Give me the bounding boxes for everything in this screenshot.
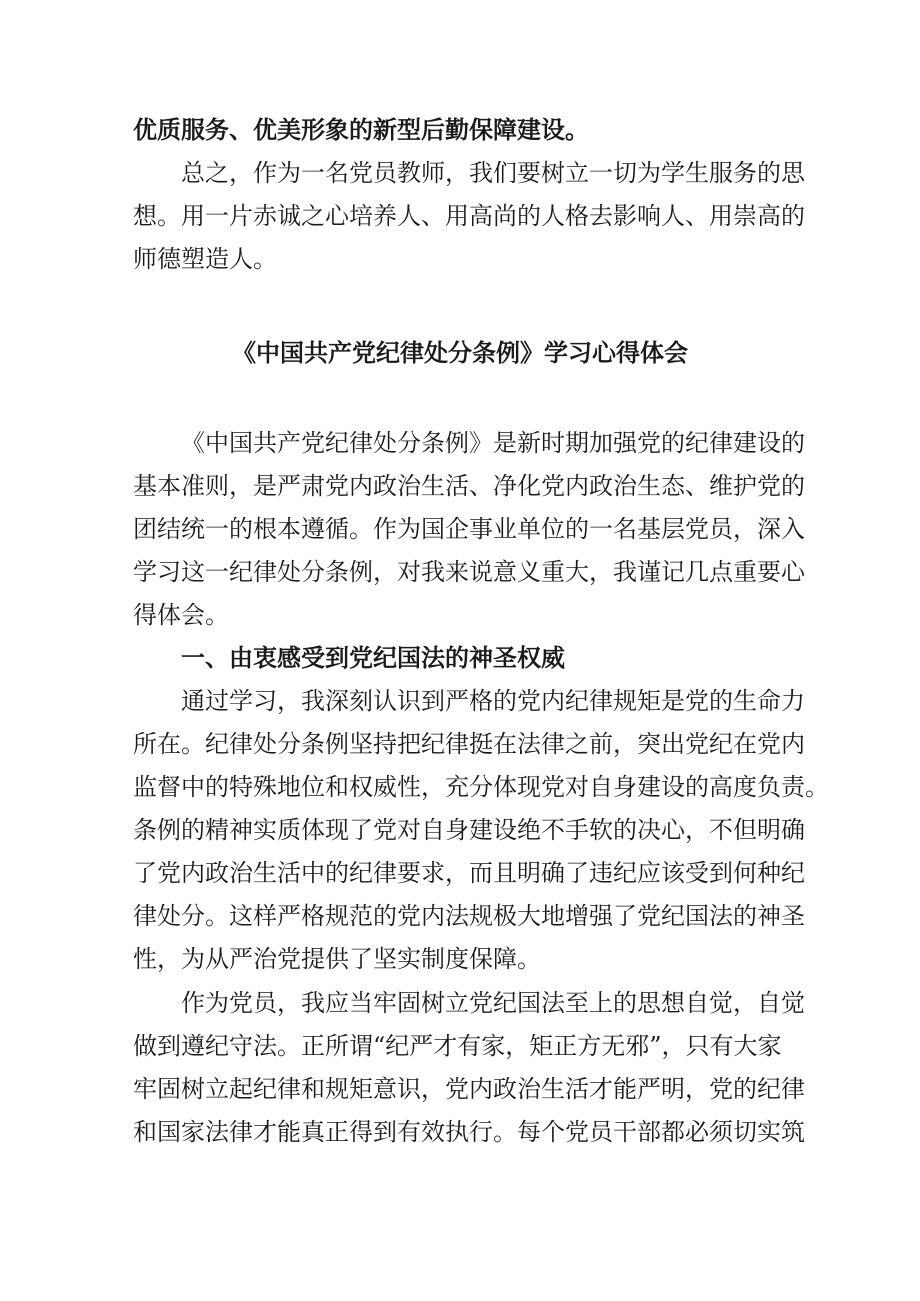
section-1-para-2-line-3: 牢固树立起纪律和规矩意识，党内政治生活才能严明，党的纪律: [133, 1075, 805, 1103]
article-title: 《中国共产党纪律处分条例》学习心得体会: [232, 339, 688, 367]
section-1-para-1-line-6: 律处分。这样严格规范的党内法规极大地增强了党纪国法的神圣: [133, 902, 805, 930]
section-1-para-1-line-7: 性，为从严治党提供了坚实制度保障。: [133, 945, 541, 973]
section-1-para-2-line-1: 作为党员，我应当牢固树立党纪国法至上的思想自觉，自觉: [181, 989, 805, 1017]
section-1-para-1-line-1: 通过学习，我深刻认识到严格的党内纪律规矩是党的生命力: [181, 687, 805, 715]
section-1-para-1-line-5: 了党内政治生活中的纪律要求，而且明确了违纪应该受到何种纪: [133, 859, 805, 887]
intro-line-1: 《中国共产党纪律处分条例》是新时期加强党的纪律建设的: [181, 429, 805, 457]
section-1-para-1-line-2: 所在。纪律处分条例坚持把纪律挺在法律之前，突出党纪在党内: [133, 730, 805, 758]
intro-line-2: 基本准则，是严肃党内政治生活、净化党内政治生态、维护党的: [133, 472, 805, 500]
intro-line-3: 团结统一的根本遵循。作为国企事业单位的一名基层党员，深入: [133, 515, 805, 543]
prev-conclusion-line-3: 师德塑造人。: [133, 245, 277, 273]
section-1-heading: 一、由衷感受到党纪国法的神圣权威: [181, 644, 565, 672]
section-1-para-2-line-4: 和国家法律才能真正得到有效执行。每个党员干部都必须切实筑: [133, 1118, 805, 1146]
intro-line-5: 得体会。: [133, 601, 229, 629]
prev-section-closing-line: 优质服务、优美形象的新型后勤保障建设。: [133, 116, 589, 144]
section-1-para-1-line-4: 条例的精神实质体现了党对自身建设绝不手软的决心，不但明确: [133, 816, 805, 844]
section-1-para-2-line-2: 做到遵纪守法。正所谓“纪严才有家，矩正方无邪”，只有大家: [133, 1032, 782, 1060]
section-1-para-1-line-3: 监督中的特殊地位和权威性，充分体现党对自身建设的高度负责。: [133, 773, 829, 801]
prev-conclusion-line-1: 总之，作为一名党员教师，我们要树立一切为学生服务的思: [181, 159, 805, 187]
prev-conclusion-line-2: 想。用一片赤诚之心培养人、用高尚的人格去影响人、用崇高的: [133, 202, 805, 230]
intro-line-4: 学习这一纪律处分条例，对我来说意义重大，我谨记几点重要心: [133, 558, 805, 586]
